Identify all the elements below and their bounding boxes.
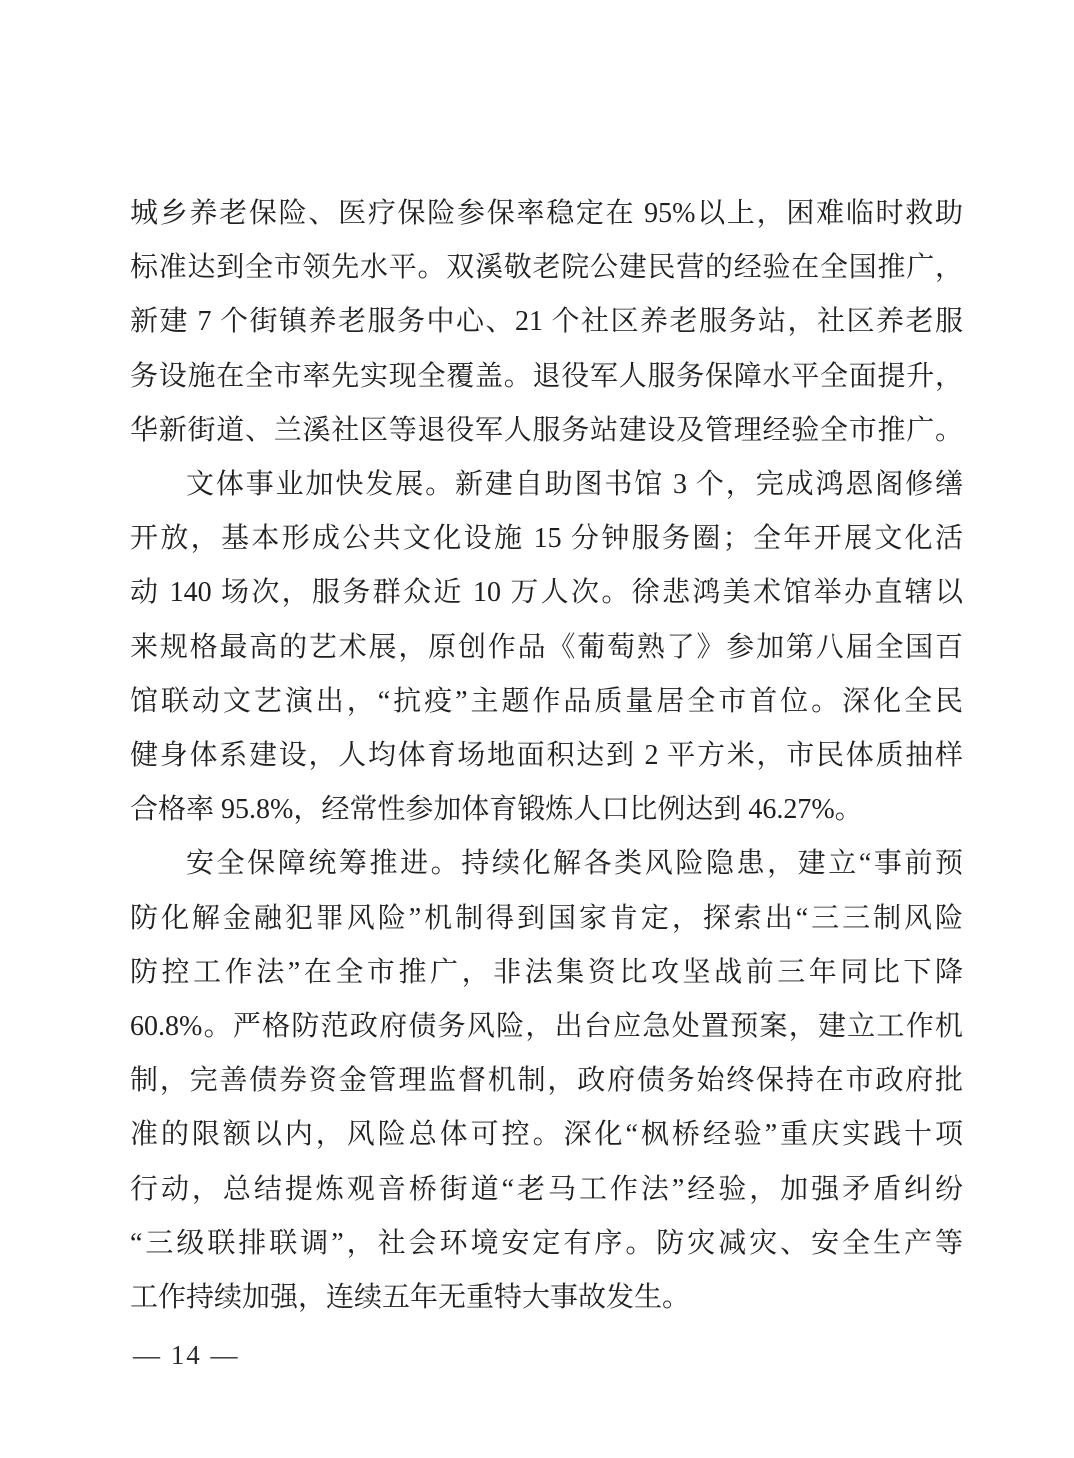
text-line: 合格率 95.8%，经常性参加体育锻炼人口比例达到 46.27%。 [130,794,863,826]
text-line: 工作持续加强，连续五年无重特大事故发生。 [130,1282,691,1314]
text-line: 文体事业加快发展。新建自助图书馆 3 个，完成鸿恩阁修缮 [186,469,963,501]
text-line: 防控工作法”在全市推广，非法集资比攻坚战前三年同比下降 [130,956,963,988]
text-line: 来规格最高的艺术展，原创作品《葡萄熟了》参加第八届全国百 [130,631,963,663]
text-line: 安全保障统筹推进。持续化解各类风险隐患，建立“事前预 [186,848,963,880]
text-line: 标准达到全市领先水平。双溪敬老院公建民营的经验在全国推广， [130,252,963,284]
text-line: 健身体系建设，人均体育场地面积达到 2 平方米，市民体质抽样 [130,740,963,772]
page-number: — 14 — [133,1340,240,1370]
text-line: 动 140 场次，服务群众近 10 万人次。徐悲鸿美术馆举办直辖以 [130,577,963,609]
text-line: 开放，基本形成公共文化设施 15 分钟服务圈；全年开展文化活 [130,523,963,555]
text-line: 制，完善债券资金管理监督机制，政府债务始终保持在市政府批 [130,1065,963,1097]
document-body [130,187,963,1325]
text-line: 准的限额以内，风险总体可控。深化“枫桥经验”重庆实践十项 [130,1119,963,1151]
text-line: 60.8%。严格防范政府债务风险，出台应急处置预案，建立工作机 [130,1011,963,1043]
text-line: “三级联排联调”，社会环境安定有序。防灾减灾、安全生产等 [130,1227,963,1259]
text-line: 华新街道、兰溪社区等退役军人服务站建设及管理经验全市推广。 [130,414,963,446]
text-line: 馆联动文艺演出，“抗疫”主题作品质量居全市首位。深化全民 [130,685,963,717]
text-line: 防化解金融犯罪风险”机制得到国家肯定，探索出“三三制风险 [130,902,963,934]
text-line: 新建 7 个街镇养老服务中心、21 个社区养老服务站，社区养老服 [130,306,963,338]
text-line: 城乡养老保险、医疗保险参保率稳定在 95%以上，困难临时救助 [130,198,963,229]
text-line: 行动，总结提炼观音桥街道“老马工作法”经验，加强矛盾纠纷 [130,1173,963,1205]
text-line: 务设施在全市率先实现全覆盖。退役军人服务保障水平全面提升， [130,360,963,392]
